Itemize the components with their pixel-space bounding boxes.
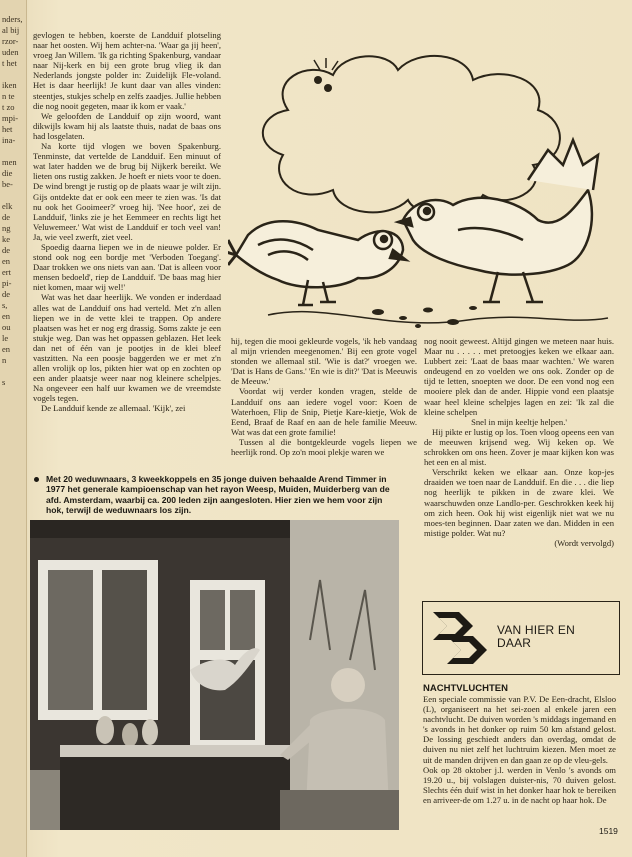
paragraph: Voordat wij verder konden vragen, stelde de Landduif ons aan iedere vogel voor: Koen de Waterhoen, Flip de Snip, Pietje Kare-kietje, Wok de Eend, Braaf de Raaf en aan de hele familie Meeuw. Wat was dat een grote familie! (231, 386, 417, 437)
strip-line: ng (2, 223, 11, 233)
strip-line: le (2, 333, 9, 343)
arrows-logo-icon (429, 608, 491, 668)
strip-line: en (2, 344, 11, 354)
paragraph: We geloofden de Landduif op zijn woord, want dikwijls kwam hij als laatste thuis, nadat de baas ons had losgelaten. (33, 110, 221, 141)
strip-line: uden (2, 47, 19, 57)
strip-line: mpi- (2, 113, 19, 123)
paragraph: Tussen al die bontgekleurde vogels liepen we heerlijk rond. Op zo'n mooi plekje waren we (231, 436, 417, 458)
strip-line: s, (2, 300, 8, 310)
section-logo-text: VAN HIER EN DAAR (497, 623, 575, 650)
story-column-3 (424, 336, 614, 548)
paragraph: Snel in mijn keeltje helpen.' (471, 416, 567, 427)
paragraph: gevlogen te hebben, koerste de Landduif plotseling naar het oosten. Wij hem achter-na. 'Waar ga jij heen', vroeg Jan Willem. 'Ik ga richting Spakenburg, vandaar naar Nij-kerk en bij een grote brug vlieg ik dan Nederlands jongste polder in: Zuidelijk Fle-voland. Het is daar heerlijk! Je kunt daar van alles vinden: steentjes, stukjes schelp en zelfs zaadjes. Jullie hebben die nog nooit gegeten, maar ik kom er vaak.' (33, 30, 221, 111)
strip-line: be- (2, 179, 13, 189)
right-pigeon (398, 140, 598, 302)
paragraph: nog nooit geweest. Altijd gingen we meteen naar huis. Maar nu . . . . . met pretoogjes keken we elkaar aan. Lubbert zei: 'Laat de baas maar wachten.' We waren ondeugend en zo voelden we ons ook. Zonder op de tijd te letten, snoepten we door. De een vond nog een mooiere plek dan de ander. Hippie vond een plaatsje waar heel kleine schelpjes lagen en zei: 'Ik zal die kleine schelpen (424, 336, 614, 417)
story-column-1 (33, 30, 221, 414)
strip-line: ina- (2, 135, 16, 145)
section-heading: NACHTVLUCHTEN (423, 683, 508, 694)
paragraph: Verschrikt keken we elkaar aan. Onze kop-jes draaiden we toen naar de Landduif. En die . . . die liep nog heerlijk te pikken in de zware klei. We waarschuwden onze Landlo-per. Geschrokken keek hij om zich heen. Ook hij wist eigenlijk niet wat we nu moes-ten beginnen. Daar zaten we dan. Midden in een mistige polder. Wat nu? (424, 467, 614, 538)
bullet-icon (34, 477, 39, 482)
strip-line: het (2, 124, 13, 134)
strip-line: de (2, 245, 11, 255)
strip-line: nders, (2, 14, 23, 24)
photo-caption: Met 20 weduwnaars, 3 kweekkoppels en 35 jonge duiven behaalde Arend Timmer in 1977 het generale kampioenschap van het rayon Weesp, Muiden, Muiderberg van de afd. Amsterdam, waarbij ca. 200 leden zijn aangesloten. Hier zien we hem voor zijn hok, terwijl de weduwnaars los zijn. (36, 474, 396, 515)
strip-line: n te (2, 91, 15, 101)
strip-line: iken (2, 80, 17, 90)
strip-line: al bij (2, 25, 20, 35)
strip-line: elk (2, 201, 13, 211)
strip-line: pi- (2, 278, 12, 288)
strip-line: en (2, 311, 11, 321)
strip-line: ke (2, 234, 11, 244)
strip-line: n (2, 355, 7, 365)
paragraph: Spoedig daarna liepen we in de nieuwe polder. Er stond ook nog een bordje met 'Verboden Toegang'. Daar trokken we ons niets van aan. 'Dat is alleen voor mensen bedoeld', riep de Landduif. 'De baas mag hier niet komen, maar wij wel!' (33, 241, 221, 293)
strip-line: s (2, 377, 6, 387)
paragraph: Hij pikte er lustig op los. Toen vloog opeens een van de meeuwen krijsend weg. Wij keken op. We schrokken om ons heen. Zover je maar kijken kon was het een en al mist. (424, 426, 614, 468)
paragraph: hij, tegen die mooi gekleurde vogels, 'ik heb vandaag al mijn vrienden meegenomen.' Bij een grote vogel stonden we allemaal stil. 'Wie is dat?' vroegen we. 'Dat is Hans de Gans.' 'En wie is dit?' 'Dat is Meeuwis de Meeuw.' (231, 336, 417, 387)
paragraph: Wat was het daar heerlijk. We vonden er inderdaad alles wat de Landduif ons had verteld. Met z'n allen liepen we in de vette klei te trappen. Op andere plaatsen was het er nog erg drassig. Soms zakte je een stukje weg. Dan was het oppassen geblazen. Het leek dan net of één van je pootjes in de klei bleef vastzitten. Na een poosje baggerden we er met z'n allen vrolijk op los, pikten hier wat op en zochten op een ander plaatsje weer naar nog kleinere schelpjes. Na ongeveer een half uur kwamen we de vreemdste vogels tegen. (33, 292, 221, 404)
page-number: 1519 (599, 826, 618, 836)
story-column-2 (231, 336, 417, 457)
strip-line: de (2, 212, 11, 222)
strip-line: ert (2, 267, 11, 277)
paragraph: Een speciale commissie van P.V. De Een-dracht, Elsloo (L), organiseert na het sei-zoen al enkele jaren een nachtvlucht. De duiven worden 's middags ingemand en 's avonds in het donker op ruim 50 km afstand gelost. De lossing geschiedt anders dan overdag, omdat de duiven nu niet zelf het luchtruim kiezen. Men moet ze uit de manden drijven en dan gaan ze op de vleu-gels. (423, 694, 616, 765)
birds-illustration (228, 40, 620, 340)
previous-page-edge (0, 0, 27, 857)
section-logo-box (422, 601, 620, 675)
strip-line: t het (2, 58, 17, 68)
strip-line: t zo (2, 102, 15, 112)
strip-line: en (2, 256, 11, 266)
left-pigeon (228, 221, 406, 305)
paragraph: De Landduif kende ze allemaal. 'Kijk', zei (41, 403, 186, 414)
photo-pigeon-loft (30, 520, 399, 830)
strip-line: die (2, 168, 13, 178)
strip-line: men (2, 157, 17, 167)
news-column (423, 694, 616, 805)
paragraph: Na korte tijd vlogen we boven Spakenburg. Tenminste, dat vertelde de Landduif. Een minuut of wat later hadden we de brug bij Nijkerk bereikt. We lieten ons rustig zakken. Je hoeft er niets voor te doen. De wind brengt je rustig op de plaats waar je wilt zijn. Gijs ontdekte dat er ook een meer te zien was. 'Is dat nu ook het Gooimeer?' vroeg hij. 'Nee hoor', zei de Landduif, 'links zie je het Eemmeer en rechts ligt het Veluwemeer.' Wat wist de Landduif er toch veel van! Ja, wie veel zwerft, ziet veel. (33, 141, 221, 242)
strip-line: de (2, 289, 11, 299)
paragraph: Ook op 28 oktober j.l. werden in Venlo 's avonds om 19.20 u., bij volslagen duister-nis, 70 duiven gelost. Slechts één duif wist in het donker haar hok te bereiken en arriveer-de om 1.27 u. in de nacht op haar hok. De (423, 764, 616, 805)
strip-line: ou (2, 322, 11, 332)
strip-line: rzor- (2, 36, 19, 46)
to-be-continued: (Wordt vervolgd) (554, 537, 614, 548)
